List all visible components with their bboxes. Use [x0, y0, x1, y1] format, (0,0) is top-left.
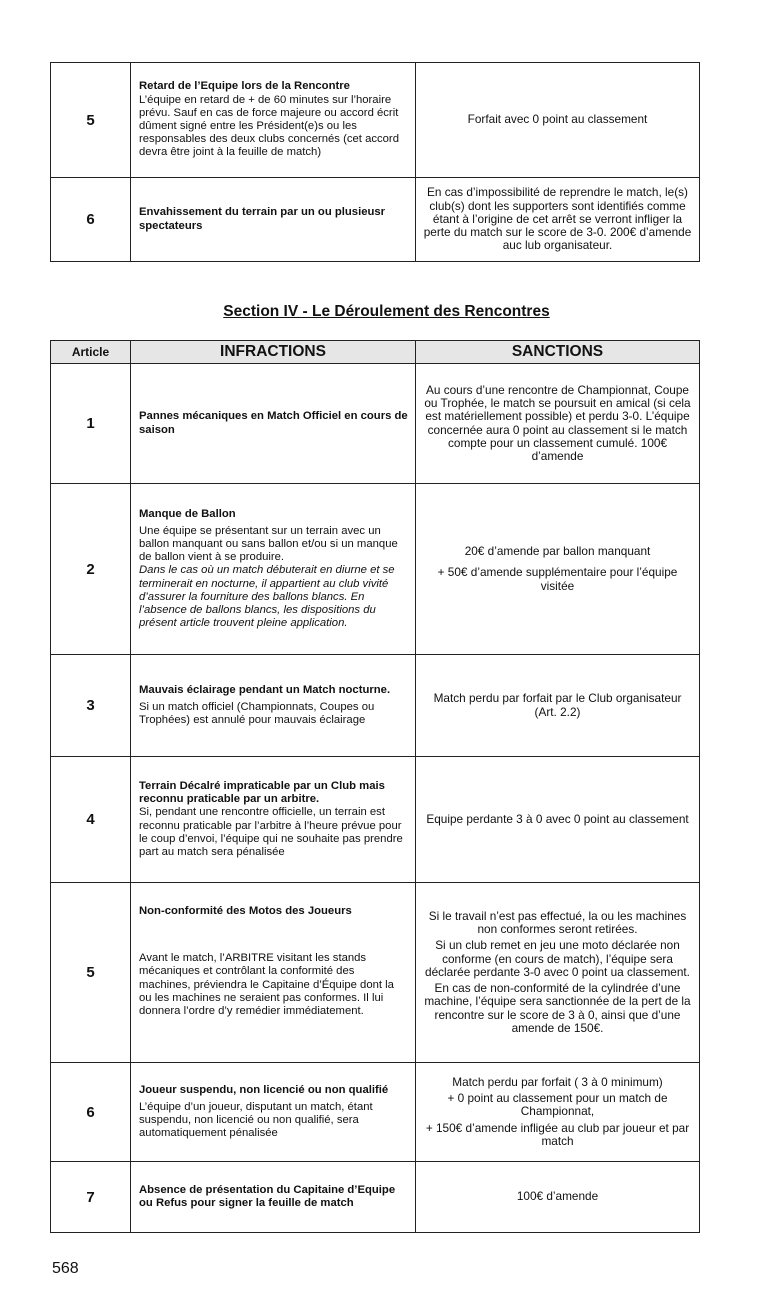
header-article: Article — [51, 341, 131, 364]
article-number: 2 — [51, 484, 131, 655]
article-number: 4 — [51, 757, 131, 883]
infraction-cell — [131, 883, 416, 1063]
article-number: 6 — [51, 1063, 131, 1162]
sanction-text: + 0 point au classement pour un match de Championnat, — [447, 1091, 668, 1119]
infraction-title: Non-conformité des Motos des Joueurs — [139, 905, 352, 917]
infraction-cell — [131, 364, 416, 484]
infraction-title: Pannes mécaniques en Match Officiel en cours de saison — [139, 410, 408, 436]
section-title: Section IV - Le Déroulement des Rencontres — [223, 303, 550, 320]
sanction-cell — [416, 883, 700, 1063]
infractions-table — [50, 340, 700, 1233]
table-row — [51, 484, 700, 655]
top-continuation-table — [50, 62, 700, 262]
infraction-title: Absence de présentation du Capitaine d’Equipe ou Refus pour signer la feuille de match — [139, 1183, 396, 1209]
sanction-text: Equipe perdante 3 à 0 avec 0 point au classement — [426, 811, 689, 826]
sanction-text: En cas d’impossibilité de reprendre le match, le(s) club(s) dont les supporters sont identifiés comme étant à l’origine de cet arrêt se verront infliger la perte du match sur le score de 3-0. 200€ d’amende auc lub organisateur. — [423, 185, 692, 253]
infraction-title: Joueur suspendu, non licencié ou non qualifié — [139, 1083, 389, 1096]
header-row — [51, 341, 700, 364]
sanction-text: + 150€ d’amende infligée au club par joueur et par match — [425, 1120, 690, 1148]
table-row — [51, 883, 700, 1063]
article-number: 6 — [51, 178, 131, 262]
sanction-text: En cas de non-conformité de la cylindrée d’une machine, l’équipe sera sanctionnée de la pert de la rencontre sur le score de 3 à 0, ainsi que d’une amende de 150€. — [424, 981, 691, 1036]
sanction-cell — [416, 364, 700, 484]
infraction-cell — [131, 1162, 416, 1233]
infraction-title: Retard de l’Equipe lors de la Rencontre — [139, 80, 350, 93]
table-row — [51, 1063, 700, 1162]
infraction-cell — [131, 63, 416, 178]
header-sanctions: SANCTIONS — [416, 341, 700, 364]
table-row — [51, 178, 700, 262]
page-number: 568 — [52, 1260, 79, 1277]
table-row — [51, 63, 700, 178]
infraction-description: Si, pendant une rencontre officielle, un terrain est reconnu praticable par l’arbitre à l’heure prévue pour le coup d’envoi, l’équipe qui ne souhaite pas prendre part au match sera pénalisée — [139, 806, 403, 858]
article-number: 5 — [51, 63, 131, 178]
infraction-cell — [131, 655, 416, 757]
infraction-title: Terrain Décalré impraticable par un Club mais reconnu praticable par un arbitre. — [139, 779, 385, 806]
sanction-text: Si le travail n’est pas effectué, la ou les machines non conformes seront retirées. — [428, 908, 687, 936]
infraction-description: Une équipe se présentant sur un terrain avec un ballon manquant ou sans ballon et/ou si un manque de ballon vient à se produire. — [139, 524, 398, 564]
sanction-cell — [416, 655, 700, 757]
infraction-title: Mauvais éclairage pendant un Match nocturne. — [139, 683, 391, 696]
infraction-description: Avant le match, l’ARBITRE visitant les stands mécaniques et contrôlant la conformité des machines, préviendra le Capitaine d’Équipe dont la ou les machines ne seraient pas conformes. Il lui donnera l’ordre d’y remédier immédiatement. — [139, 952, 394, 1018]
sanction-cell — [416, 1063, 700, 1162]
table-row — [51, 757, 700, 883]
sanction-text: Forfait avec 0 point au classement — [467, 112, 648, 127]
sanction-text: Match perdu par forfait ( 3 à 0 minimum) — [452, 1074, 663, 1089]
sanction-text: 100€ d’amende — [516, 1189, 599, 1204]
sanction-text: + 50€ d’amende supplémentaire pour l’équipe visitée — [437, 565, 678, 593]
article-number: 1 — [51, 364, 131, 484]
infraction-cell — [131, 757, 416, 883]
infraction-cell — [131, 1063, 416, 1162]
sanction-cell — [416, 757, 700, 883]
infraction-cell — [131, 178, 416, 262]
table-row — [51, 364, 700, 484]
infraction-description: L’équipe d’un joueur, disputant un match, étant suspendu, non licencié ou non qualifié, sera automatiquement pénalisée — [139, 1100, 373, 1140]
sanction-text: Si un club remet en jeu une moto déclarée non conforme (en cours de match), l’équipe sera déclarée perdante 3-0 avec 0 point ua classement. — [425, 938, 690, 979]
table-row — [51, 655, 700, 757]
infraction-note: Dans le cas où un match débuterait en diurne et se terminerait en nocturne, il appartient au club vivité d’assurer la fourniture des ballons blancs. En l’absence de ballons blancs, les dispositions du présent article trouvent pleine application. — [139, 564, 395, 630]
sanction-text: Au cours d’une rencontre de Championnat, Coupe ou Trophée, le match se poursuit en amical (si cela est matériellement possible) et perdu 3-0. L’équipe concernée aura 0 point au classement si le match compte pour un classement cumulé. 100€ d’amende — [424, 382, 691, 464]
sanction-cell — [416, 484, 700, 655]
sanction-cell — [416, 178, 700, 262]
infraction-title: Envahissement du terrain par un ou plusieusr spectateurs — [139, 206, 386, 232]
sanction-text: 20€ d’amende par ballon manquant — [464, 544, 651, 559]
sanction-cell — [416, 63, 700, 178]
infraction-cell — [131, 484, 416, 655]
sanction-text: Match perdu par forfait par le Club organisateur (Art. 2.2) — [433, 691, 682, 719]
article-number: 3 — [51, 655, 131, 757]
sanction-cell — [416, 1162, 700, 1233]
infraction-description: Si un match officiel (Championnats, Coupes ou Trophées) est annulé pour mauvais éclairage — [139, 700, 375, 727]
infraction-title: Manque de Ballon — [139, 507, 236, 520]
article-number: 7 — [51, 1162, 131, 1233]
article-number: 5 — [51, 883, 131, 1063]
header-infractions: INFRACTIONS — [131, 341, 416, 364]
infraction-description: L’équipe en retard de + de 60 minutes sur l’horaire prévu. Sauf en cas de force majeure ou accord écrit dûment signé entre les Président(e)s ou les responsables des deux clubs concernés (cet accord devra être joint à la feuille de match) — [139, 93, 399, 159]
table-row — [51, 1162, 700, 1233]
